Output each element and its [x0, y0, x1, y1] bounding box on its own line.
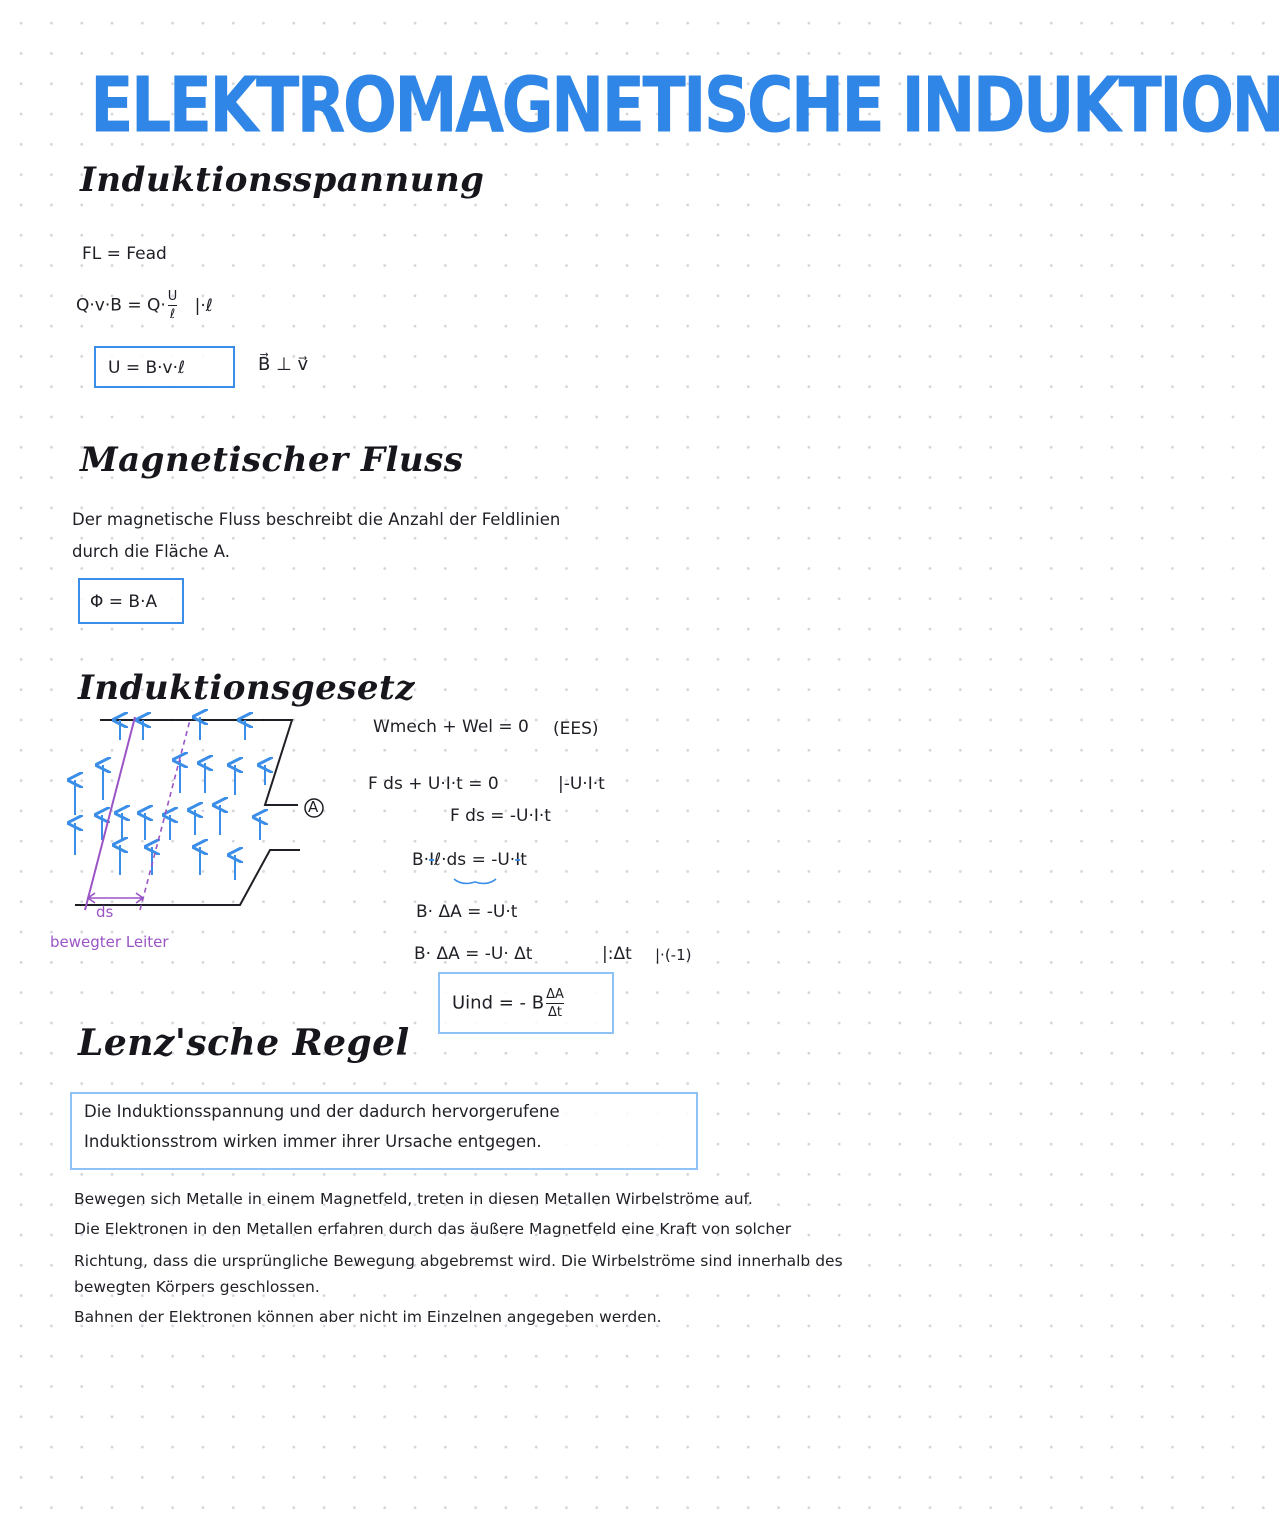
area-label: A	[308, 798, 319, 816]
energy-equation-note: (EES)	[553, 719, 599, 739]
eddy-text-line-2: Die Elektronen in den Metallen erfahren durch das äußere Magnetfeld eine Kraft von solcher	[74, 1220, 792, 1238]
diagram-caption: bewegter Leiter	[50, 933, 169, 951]
eddy-text-line-3: Richtung, dass die ursprüngliche Bewegung abgebremst wird. Die Wirbelströme sind innerhalb des	[74, 1252, 843, 1270]
moving-conductor	[85, 717, 135, 910]
rail-bottom	[75, 850, 300, 905]
boxed-formula-induction-voltage	[94, 346, 235, 388]
equation-operation: |·ℓ	[194, 295, 213, 316]
page-title: ELEKTROMAGNETISCHE INDUKTION	[90, 62, 1282, 151]
heading-induktionsgesetz: Induktionsgesetz	[78, 668, 416, 708]
work-equation-rearranged: F ds = -U·I·t	[450, 806, 551, 826]
heading-magnetischer-fluss: Magnetischer Fluss	[80, 440, 464, 480]
energy-equation: Wmech + Wel = 0	[373, 717, 529, 737]
fraction	[168, 290, 178, 321]
boxed-lenz-rule	[70, 1092, 698, 1170]
lenz-rule-line-2: Induktionsstrom wirken immer ihrer Ursache entgegen.	[84, 1132, 542, 1151]
equation-part: Q·v·B = Q·	[76, 295, 166, 316]
boxed-formula-induction-law	[438, 972, 614, 1034]
equation-part: B·	[412, 850, 430, 870]
ds-label: ds	[96, 903, 114, 921]
boxed-formula-flux	[78, 578, 184, 624]
area-equation-dt: B· ΔA = -U· Δt	[414, 944, 533, 964]
fraction-denominator: Δt	[548, 1005, 562, 1020]
lenz-rule-line-1: Die Induktionsspannung und der dadurch hervorgerufene	[84, 1102, 560, 1121]
cancelled-current: I	[515, 850, 521, 870]
fraction-numerator: U	[167, 289, 178, 304]
formula-left: Uind = - B	[452, 992, 545, 1014]
operation-divide-dt: |:Δt	[602, 944, 632, 964]
definition-line-1: Der magnetische Fluss beschreibt die Anzahl der Feldlinien	[72, 510, 561, 529]
operation-times-minus-one: |·(-1)	[655, 946, 692, 964]
work-equation: F ds + U·I·t = 0	[368, 774, 499, 794]
perpendicular-note: B⃗ ⊥ v⃗	[258, 354, 309, 375]
conductor-diagram	[40, 705, 340, 965]
eddy-text-line-5: Bahnen der Elektronen können aber nicht im Einzelnen angegeben werden.	[74, 1308, 662, 1326]
equation-force-expanded	[76, 290, 213, 321]
equation-part: ℓ·ds = -U·	[434, 850, 516, 870]
magnetic-field-arrows	[75, 717, 265, 880]
fraction-denominator: ℓ	[169, 307, 176, 322]
moving-conductor-displaced	[140, 720, 190, 910]
equation-part: t	[520, 850, 527, 870]
fraction	[546, 988, 564, 1019]
eddy-text-line-4: bewegten Körpers geschlossen.	[74, 1278, 320, 1296]
area-equation: B· ΔA = -U·t	[416, 902, 518, 922]
heading-lenzsche-regel: Lenz'sche Regel	[78, 1022, 410, 1064]
definition-line-2: durch die Fläche A.	[72, 542, 230, 561]
formula-text: Φ = B·A	[90, 592, 158, 612]
formula-text	[452, 988, 566, 1019]
fraction-bar	[168, 305, 178, 306]
work-equation-note: |-U·I·t	[558, 774, 605, 794]
heading-induktionsspannung: Induktionsspannung	[80, 160, 485, 200]
underbrace	[452, 876, 498, 888]
fraction-numerator: ΔA	[546, 987, 564, 1002]
formula-text: U = B·v·ℓ	[108, 358, 186, 378]
cancelled-current: I	[429, 850, 435, 870]
lorentz-substitution	[412, 850, 527, 870]
fraction-bar	[546, 1003, 564, 1004]
equation-force-balance: FL = Fead	[82, 244, 167, 264]
eddy-text-line-1: Bewegen sich Metalle in einem Magnetfeld, treten in diesen Metallen Wirbelströme auf.	[74, 1190, 753, 1208]
